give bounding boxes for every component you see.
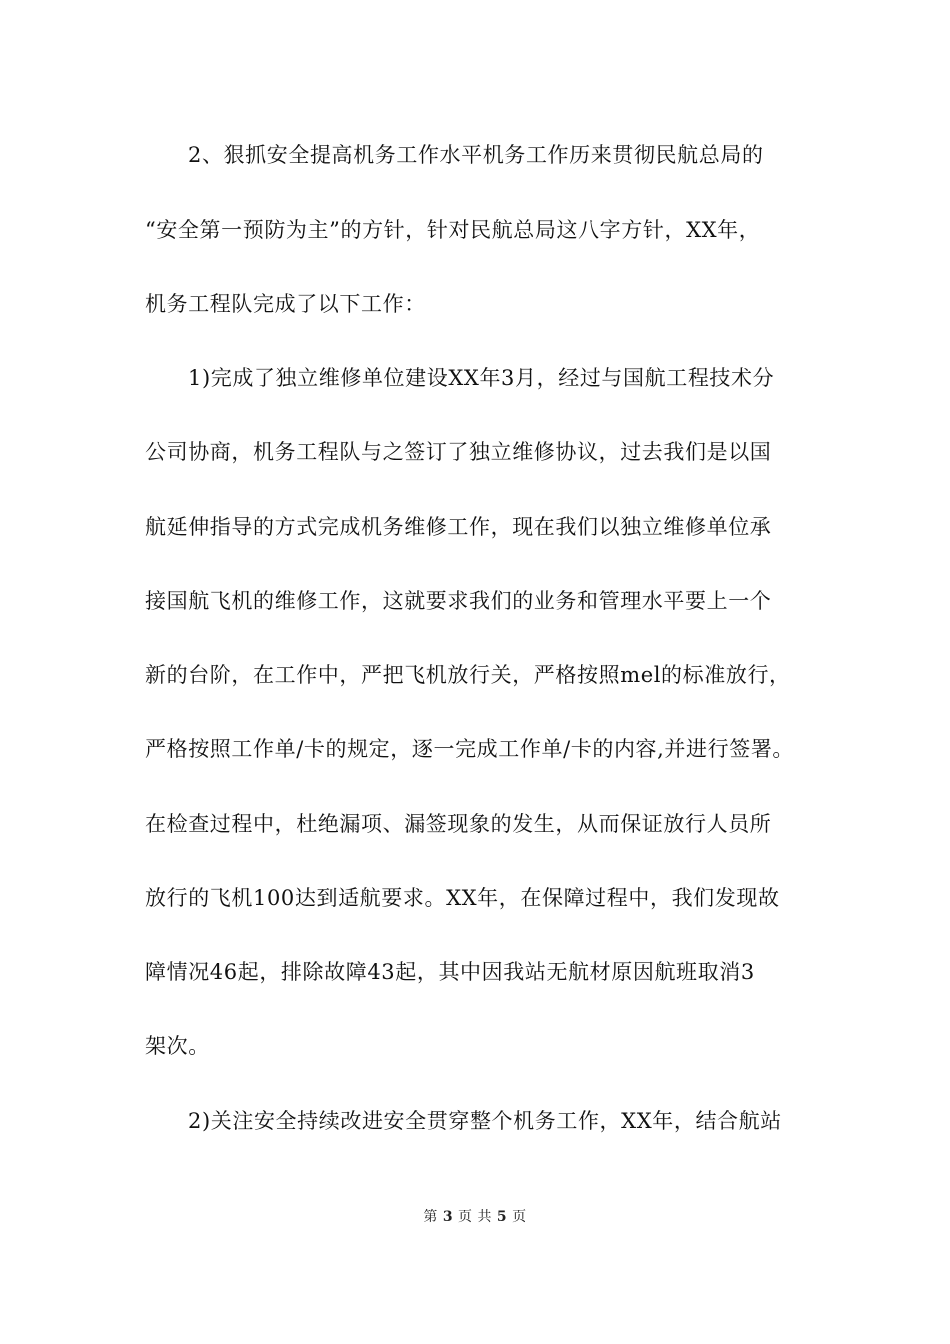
footer-total-pages: 5 xyxy=(496,1209,508,1225)
paragraph-line: 1)完成了独立维修单位建设XX年3月，经过与国航工程技术分 xyxy=(188,366,775,390)
paragraph-line: 严格按照工作单/卡的规定，逐一完成工作单/卡的内容,并进行签署。 xyxy=(145,737,795,761)
footer-prefix: 第 xyxy=(423,1209,438,1225)
paragraph-line: 2、狠抓安全提高机务工作水平机务工作历来贯彻民航总局的 xyxy=(188,143,764,167)
paragraph-line: 航延伸指导的方式完成机务维修工作，现在我们以独立维修单位承 xyxy=(145,515,772,539)
footer-suffix: 页 xyxy=(512,1209,527,1225)
page-footer xyxy=(0,1208,950,1226)
paragraph-line: 放行的飞机100达到适航要求。XX年，在保障过程中，我们发现故 xyxy=(145,886,780,910)
footer-middle: 页 共 xyxy=(458,1209,492,1225)
paragraph-line: 接国航飞机的维修工作，这就要求我们的业务和管理水平要上一个 xyxy=(145,589,772,613)
paragraph-line: 架次。 xyxy=(145,1034,210,1058)
paragraph-line: “安全第一预防为主”的方针，针对民航总局这八字方针，XX年， xyxy=(145,218,761,242)
paragraph-line: 障情况46起，排除故障43起，其中因我站无航材原因航班取消3 xyxy=(145,960,755,984)
paragraph-line: 新的台阶，在工作中，严把飞机放行关，严格按照mel的标准放行， xyxy=(145,663,791,687)
paragraph-line: 在检查过程中，杜绝漏项、漏签现象的发生，从而保证放行人员所 xyxy=(145,812,772,836)
footer-current-page: 3 xyxy=(442,1209,454,1225)
paragraph-line: 公司协商，机务工程队与之签订了独立维修协议，过去我们是以国 xyxy=(145,440,772,464)
paragraph-line: 机务工程队完成了以下工作： xyxy=(145,292,426,316)
paragraph-line: 2)关注安全持续改进安全贯穿整个机务工作，XX年，结合航站 xyxy=(188,1109,782,1133)
